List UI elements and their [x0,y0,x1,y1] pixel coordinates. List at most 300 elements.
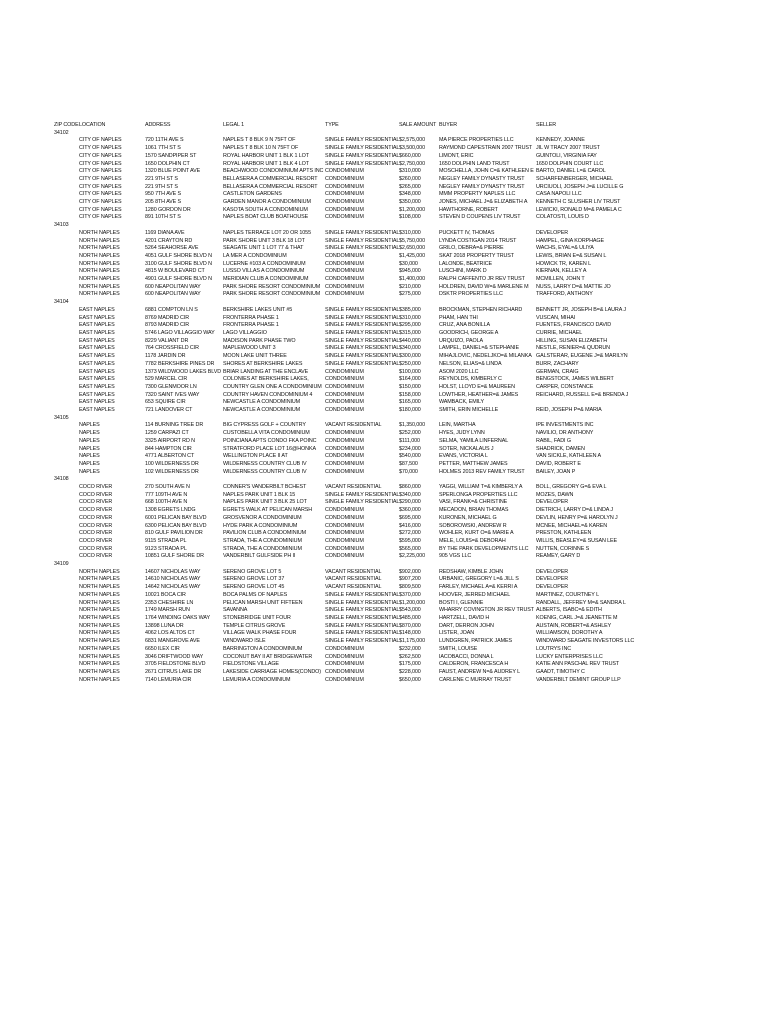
seller-cell: SHADRICK, DAMEN [536,445,585,452]
legal-cell: WILDERNESS COUNTRY CLUB IV [223,468,307,475]
empty-cell [536,561,744,569]
sale-amount-cell: $175,000 [399,661,421,668]
buyer-cell: LISTER, JOAN [439,630,475,637]
zip-spacer-cell [54,214,79,222]
zip-spacer-cell [54,176,79,184]
buyer-cell: MECADON, BRIAN THOMAS [439,507,509,514]
table-row [54,499,744,507]
zip-spacer-cell [54,376,79,384]
address-cell: 6300 PELICAN BAY BLVD [145,522,207,529]
type-cell: SINGLE FAMILY RESIDENTIAL [325,638,399,645]
buyer-cell: NEGLEY FAMILY DYNASTY TRUST [439,183,525,190]
legal-cell: ROYAL HARBOR UNIT 1 BLK 1 LOT [223,152,309,159]
type-cell: CONDOMINIUM [325,399,364,406]
sale-amount-cell: $1,350,000 [399,422,425,429]
address-cell: 100 WILDERNESS DR [145,460,199,467]
legal-cell: SERENO GROVE LOT 45 [223,584,285,591]
zip-group-row [54,476,744,484]
sale-amount-cell: $3,500,000 [399,145,425,152]
zip-spacer-cell [54,315,79,323]
table-row [54,399,744,407]
location-cell: COCO RIVER [79,537,113,544]
legal-cell: GARDEN MANOR A CONDOMINIUM [223,199,311,206]
sale-amount-cell: $70,000 [399,468,418,475]
address-cell: 653 SQUIRE CIR [145,399,186,406]
empty-cell [325,299,399,307]
type-cell: CONDOMINIUM [325,283,364,290]
table-row [54,530,744,538]
seller-cell: KENNETH C SLUSHER LIV TRUST [536,199,621,206]
address-cell: 8793 MADRID CIR [145,322,190,329]
table-row [54,630,744,638]
table-row [54,284,744,292]
zip-spacer-cell [54,369,79,377]
legal-cell: ROYAL HARBOR UNIT 1 BLK 4 LOT [223,160,309,167]
type-cell: CONDOMINIUM [325,530,364,537]
address-cell: 1373 WILDWOOD LAKES BLVD [145,368,221,375]
zip-spacer-cell [54,307,79,315]
type-cell: SINGLE FAMILY RESIDENTIAL [325,237,399,244]
location-cell: COCO RIVER [79,514,113,521]
seller-cell: DEVLIN, HENRY P=& HAROLYN J [536,514,618,521]
table-row [54,199,744,207]
type-cell: CONDOMINIUM [325,661,364,668]
type-cell: CONDOMINIUM [325,168,364,175]
zip-spacer-cell [54,446,79,454]
legal-cell: MOON LAKE UNIT THREE [223,353,287,360]
location-cell: NAPLES [79,468,100,475]
type-cell: CONDOMINIUM [325,522,364,529]
type-cell: CONDOMINIUM [325,453,364,460]
location-cell: NORTH NAPLES [79,229,120,236]
type-cell: SINGLE FAMILY RESIDENTIAL [325,353,399,360]
address-cell: 2671 CITRUS LAKE DR [145,668,202,675]
address-cell: 764 CROSSFIELD CIR [145,345,199,352]
location-cell: CITY OF NAPLES [79,183,122,190]
sale-amount-cell: $234,000 [399,445,421,452]
legal-cell: GROSVENOR A CONDOMINIUM [223,514,302,521]
location-cell: EAST NAPLES [79,399,115,406]
address-cell: 1061 7TH ST S [145,145,181,152]
address-cell: 950 7TH AVE S [145,191,182,198]
seller-cell: SCHARFENBERGER, MICHAEL [536,175,614,182]
location-cell: NORTH NAPLES [79,615,120,621]
address-cell: 10021 BOCA CIR [145,591,186,598]
table-row [54,623,744,631]
buyer-cell: HOOVER, JERRED MICHAEL [439,591,511,598]
buyer-cell: HARTZELL, DAVID H [439,615,490,621]
buyer-cell: 1650 DOLPHIN LAND TRUST [439,160,510,167]
sale-amount-cell: $262,500 [399,653,421,660]
buyer-cell: MOSCHELLA, JOHN C=& KATHLEEN E [439,168,534,175]
seller-cell: CARPER, CONSTANCE [536,383,594,390]
table-row [54,184,744,192]
address-cell: 9115 STRADA PL [145,537,187,544]
buyer-cell: ASOM 2020 LLC [439,368,479,375]
location-cell: COCO RIVER [79,499,113,506]
table-row [54,461,744,469]
zip-spacer-cell [54,553,79,561]
empty-cell [223,299,325,307]
header-legal-1: LEGAL 1 [223,122,244,128]
sale-amount-cell: $543,000 [399,607,421,614]
location-cell: NORTH NAPLES [79,584,120,591]
legal-cell: POINCIANA APTS CONDO FKA POINC [223,437,317,444]
zip-spacer-cell [54,291,79,299]
zip-spacer-cell [54,546,79,554]
type-cell: CONDOMINIUM [325,368,364,375]
sale-amount-cell: $275,000 [399,291,421,298]
table-row [54,607,744,615]
buyer-cell: SOBOROWSKI, ANDREW R [439,522,507,529]
zip-spacer-cell [54,161,79,169]
table-row [54,276,744,284]
location-cell: NORTH NAPLES [79,576,120,583]
zip-spacer-cell [54,276,79,284]
table-row [54,538,744,546]
seller-cell: NUTTEN, CORINNE S [536,545,590,552]
buyer-cell: NELSON, ELIAS=& LINDA [439,360,502,367]
sale-amount-cell: $30,000 [399,260,418,267]
type-cell: CONDOMINIUM [325,437,364,444]
location-cell: CITY OF NAPLES [79,168,122,175]
legal-cell: NAPLES TERRACE LOT 20 OR 1055 [223,229,311,236]
zip-spacer-cell [54,230,79,238]
address-cell: 600 NEAPOLITAN WAY [145,283,201,290]
zip-spacer-cell [54,669,79,677]
header-buyer: BUYER [439,122,458,128]
seller-cell: PRESTON, KATHLEEN [536,530,592,537]
sale-amount-cell: $2,225,000 [399,553,425,560]
empty-cell [439,476,536,484]
buyer-cell: BROCKMAN, STEPHEN RICHARD [439,306,523,313]
legal-cell: SERENO GROVE LOT 37 [223,576,285,583]
zip-spacer-cell [54,569,79,577]
location-cell: NORTH NAPLES [79,661,120,668]
table-row [54,245,744,253]
empty-cell [145,222,223,230]
legal-cell: WILDERNESS COUNTRY CLUB IV [223,460,307,467]
empty-cell [399,299,439,307]
buyer-cell: YAGGI, WILLIAM T=& KIMBERLY A [439,484,523,491]
buyer-cell: SPERLONGA PROPERTIES LLC [439,491,518,498]
buyer-cell: DSKTR PROPERTIES LLC [439,291,503,298]
zip-spacer-cell [54,584,79,592]
legal-cell: CONNER'S VANDERBILT BCHEST [223,484,307,491]
address-cell: 8229 VALIANT DR [145,337,189,344]
type-cell: CONDOMINIUM [325,645,364,652]
seller-cell: DAVID, ROBERT E [536,460,581,467]
legal-cell: COLONIES AT BERKSHIRE LAKES, [223,376,309,383]
sale-amount-cell: $2,650,000 [399,245,425,252]
sale-amount-cell: $385,000 [399,306,421,313]
zip-spacer-cell [54,469,79,477]
zip-spacer-cell [54,438,79,446]
type-cell: SINGLE FAMILY RESIDENTIAL [325,145,399,152]
table-row [54,638,744,646]
table-row [54,338,744,346]
sale-amount-cell: $148,000 [399,630,421,637]
seller-cell: LEWICKI, RONALD M=& PAMELA C [536,206,622,213]
type-cell: SINGLE FAMILY RESIDENTIAL [325,622,399,629]
seller-cell: RABIL, FADI G [536,437,571,444]
location-cell: NAPLES [79,430,100,437]
zip-spacer-cell [54,453,79,461]
empty-cell [536,299,744,307]
sale-amount-cell: $1,425,000 [399,252,425,259]
seller-cell: WILLIS, BEASLEY=& SUSAN LEE [536,537,618,544]
empty-cell [325,476,399,484]
location-cell: NORTH NAPLES [79,276,120,283]
buyer-cell: GRILO, DEBRA=& PIERRE [439,245,504,252]
sale-amount-cell: $180,000 [399,407,421,414]
seller-cell: VANDERBILT DEMINT GROUP LLP [536,676,621,683]
type-cell: SINGLE FAMILY RESIDENTIAL [325,360,399,367]
address-cell: 2353 CHESHIRE LN [145,599,194,606]
legal-cell: BOCA PALMS OF NAPLES [223,591,288,598]
address-cell: 3100 GULF SHORE BLVD N [145,260,212,267]
table-row [54,268,744,276]
legal-cell: LAGO VILLAGGIO [223,329,267,336]
seller-cell: LEWIS, BRIAN E=& SUSAN L [536,252,607,259]
seller-cell: GERMAN, CRAIG [536,368,579,375]
seller-cell: REICHARD, RUSSELL E=& BRENDA J [536,391,629,398]
empty-cell [79,130,145,138]
buyer-cell: URQUIZO, PAOLA [439,337,484,344]
seller-cell: MARTINEZ, COURTNEY L [536,591,599,598]
sale-amount-cell: $340,000 [399,491,421,498]
table-row [54,669,744,677]
address-cell: 720 11TH AVE S [145,137,184,144]
address-cell: 600 NEAPOLITAN WAY [145,291,201,298]
sale-amount-cell: $650,000 [399,676,421,683]
buyer-cell: PUCKETT IV, THOMAS [439,229,495,236]
legal-cell: PELICAN MARSH UNIT FIFTEEN [223,599,303,606]
table-row [54,376,744,384]
table-row [54,654,744,662]
table-row [54,446,744,454]
sale-amount-cell: $809,500 [399,584,421,591]
buyer-cell: PETTER, MATTHEW JAMES [439,460,508,467]
zip-spacer-cell [54,261,79,269]
zip-spacer-cell [54,523,79,531]
seller-cell: BARTO, DANIEL L=& CAROL [536,168,606,175]
seller-cell: MOZES, DAWN [536,491,574,498]
address-cell: 14642 NICHOLAS WAY [145,584,201,591]
table-row [54,361,744,369]
table-row [54,515,744,523]
type-cell: CONDOMINIUM [325,175,364,182]
table-row [54,677,744,685]
zip-spacer-cell [54,538,79,546]
address-cell: 6001 PELICAN BAY BLVD [145,514,207,521]
location-cell: NAPLES [79,445,100,452]
address-cell: 1178 JARDIN DR [145,353,186,360]
buyer-cell: KURONEN, MICHAEL G [439,514,497,521]
buyer-cell: LYNDA COSTIGAN 2014 TRUST [439,237,517,244]
legal-cell: BEACHWOOD CONDOMINIUM APTS INC [223,168,324,175]
sale-amount-cell: $228,000 [399,668,421,675]
sale-amount-cell: $860,000 [399,484,421,491]
type-cell: SINGLE FAMILY RESIDENTIAL [325,491,399,498]
table-row [54,384,744,392]
type-cell: CONDOMINIUM [325,376,364,383]
table-row [54,615,744,623]
table-row [54,453,744,461]
zip-group-row [54,415,744,423]
type-cell: CONDOMINIUM [325,653,364,660]
location-cell: EAST NAPLES [79,329,115,336]
buyer-cell: FARLEY, MICHAEL A=& KERRI A [439,584,518,591]
zip-spacer-cell [54,399,79,407]
table-row [54,214,744,222]
seller-cell: LUCKY ENTERPRISES LLC [536,653,603,660]
table-row [54,553,744,561]
zip-spacer-cell [54,199,79,207]
seller-cell: WILLIAMSON, DOROTHY A [536,630,603,637]
zip-spacer-cell [54,630,79,638]
location-cell: EAST NAPLES [79,360,115,367]
type-cell: CONDOMINIUM [325,291,364,298]
buyer-cell: EVANS, VICTORIA L [439,453,488,460]
sale-amount-cell: $150,000 [399,383,421,390]
location-cell: NORTH NAPLES [79,252,120,259]
location-cell: CITY OF NAPLES [79,191,122,198]
legal-cell: PARK SHORE RESORT CONDOMINIUM [223,283,321,290]
type-cell: SINGLE FAMILY RESIDENTIAL [325,499,399,506]
legal-cell: PAVILION CLUB A CONDOMINIUM [223,530,307,537]
empty-cell [223,130,325,138]
location-cell: NAPLES [79,437,100,444]
address-cell: 891 10TH ST S [145,214,181,221]
zip-spacer-cell [54,530,79,538]
seller-cell: AUSTAIN, ROBERT=& ASHLEY [536,622,612,629]
sale-amount-cell: $1,175,000 [399,638,425,645]
legal-cell: BELLASERA A COMMERCIAL RESORT [223,183,318,190]
address-cell: 205 8TH AVE S [145,199,182,206]
legal-cell: CASTLETON GARDENS [223,191,282,198]
table-row [54,261,744,269]
type-cell: CONDOMINIUM [325,668,364,675]
address-cell: 7320 SAINT IVES WAY [145,391,200,398]
empty-cell [223,476,325,484]
location-cell: COCO RIVER [79,491,113,498]
table-row [54,176,744,184]
legal-cell: NAPLES PARK UNIT 3 BLK 25 LOT [223,499,307,506]
buyer-cell: 905 VGS LLC [439,553,472,560]
empty-cell [325,222,399,230]
table-row [54,646,744,654]
legal-cell: BRIAR LANDING AT THE ENCLAVE [223,368,309,375]
address-cell: 4062 LOS ALTOS CT [145,630,195,637]
address-cell: 270 SOUTH AVE N [145,484,190,491]
zip-spacer-cell [54,245,79,253]
buyer-cell: LEIN, MARTHA [439,422,476,429]
location-cell: NAPLES [79,453,100,460]
empty-cell [79,299,145,307]
table-row [54,576,744,584]
type-cell: CONDOMINIUM [325,206,364,213]
type-cell: CONDOMINIUM [325,260,364,267]
legal-cell: BIG CYPRESS GOLF + COUNTRY [223,422,306,429]
seller-cell: LOUTRYS INC [536,645,572,652]
address-cell: 4771 ALBERTON CT [145,453,195,460]
empty-cell [439,130,536,138]
type-cell: VACANT RESIDENTIAL [325,484,382,491]
legal-cell: LUCERNE #103 A CONDOMINIUM [223,260,306,267]
type-cell: VACANT RESIDENTIAL [325,568,382,575]
legal-cell: COCONUT BAY II AT BRIDGEWATER [223,653,313,660]
legal-cell: NAPLES BOAT CLUB BOATHOUSE [223,214,309,221]
zip-spacer-cell [54,646,79,654]
type-cell: CONDOMINIUM [325,430,364,437]
legal-cell: EGRETS WALK AT PELICAN MARSH [223,507,313,514]
sale-amount-cell: $350,000 [399,199,421,206]
zip-code-cell: 34104 [54,299,69,306]
buyer-cell: NEGLEY FAMILY DYNASTY TRUST [439,175,525,182]
table-row [54,253,744,261]
buyer-cell: SELMA, YAMILA LINFERNAL [439,437,509,444]
seller-cell: HOWICK TR, KAREN L [536,260,592,267]
legal-cell: NEWCASTLE A CONDOMINIUM [223,407,301,414]
sale-amount-cell: $315,000 [399,329,421,336]
table-row [54,168,744,176]
empty-cell [325,561,399,569]
type-cell: CONDOMINIUM [325,214,364,221]
table-row [54,322,744,330]
property-sales-table [54,122,744,684]
address-cell: 8769 MADRID CIR [145,314,190,321]
zip-spacer-cell [54,137,79,145]
empty-cell [79,415,145,423]
zip-spacer-cell [54,422,79,430]
table-row [54,315,744,323]
zip-spacer-cell [54,638,79,646]
zip-spacer-cell [54,677,79,685]
address-cell: 14610 NICHOLAS WAY [145,576,201,583]
seller-cell [536,399,744,407]
buyer-cell: MIHAJLOVIC, NEDELJKO=& MILANKA [439,353,532,360]
table-row [54,291,744,299]
seller-cell: DEVELOPER [536,499,569,506]
type-cell: VACANT RESIDENTIAL [325,422,382,429]
legal-cell: STRATFORD PLACE LOT 16@HONKA [223,445,316,452]
type-cell: CONDOMINIUM [325,507,364,514]
location-cell: EAST NAPLES [79,314,115,321]
buyer-cell: JONES, MICHAEL J=& ELIZABETH A [439,199,528,206]
buyer-cell: LOWTHER, HEATHER=& JAMES [439,391,519,398]
buyer-cell: MELE, LOUIS=& DEBORAH [439,537,506,544]
legal-cell: WINDWARD ISLE [223,638,266,645]
zip-spacer-cell [54,268,79,276]
address-cell: 114 BURNING TREE DR [145,422,204,429]
location-cell: CITY OF NAPLES [79,175,122,182]
sale-amount-cell: $108,000 [399,214,421,221]
empty-cell [79,222,145,230]
address-cell: 4901 GULF SHORE BLVD N [145,276,212,283]
location-cell: CITY OF NAPLES [79,152,122,159]
location-cell: COCO RIVER [79,530,113,537]
table-row [54,153,744,161]
buyer-cell: WAMBACK, EMILY [439,399,485,406]
seller-cell: CURRIE, MICHAEL [536,329,583,336]
location-cell: NORTH NAPLES [79,599,120,606]
legal-cell: PARK SHORE UNIT 3 BLK 18 LOT [223,237,305,244]
address-cell: 9123 STRADA PL [145,545,187,552]
table-row [54,369,744,377]
location-cell: NORTH NAPLES [79,591,120,598]
buyer-cell: LUSCHINI, MARK D [439,268,487,275]
